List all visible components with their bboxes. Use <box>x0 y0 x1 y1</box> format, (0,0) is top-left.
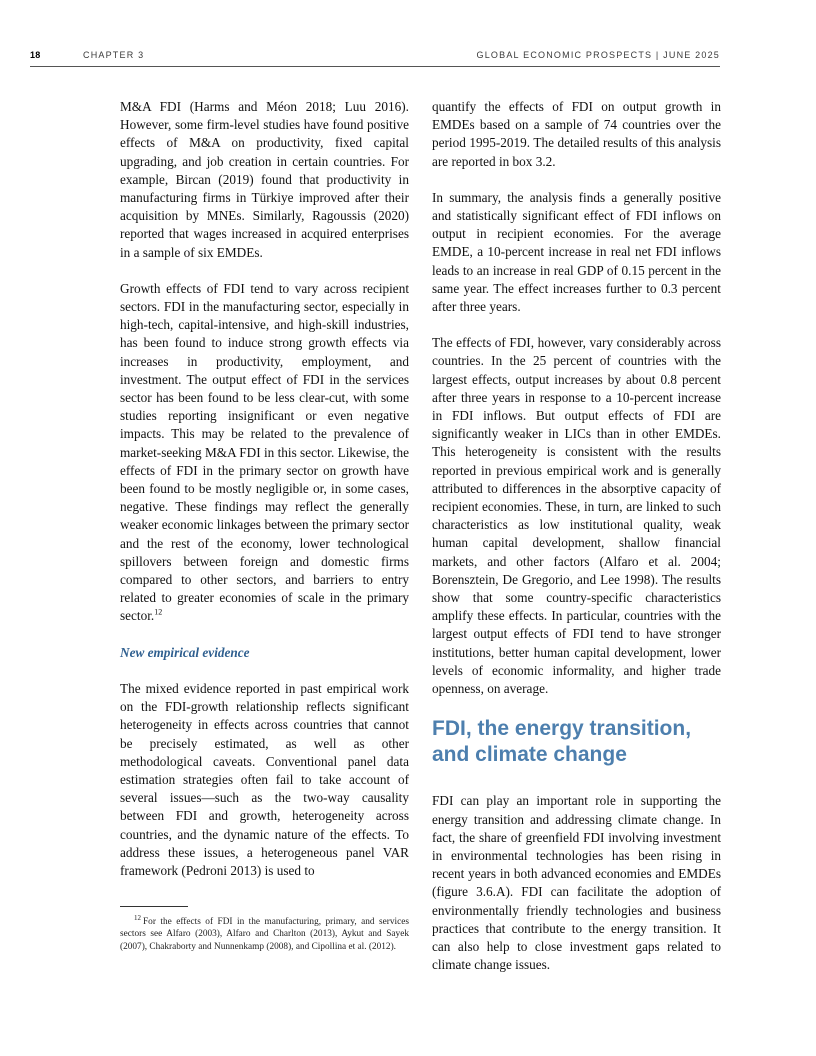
paragraph: M&A FDI (Harms and Méon 2018; Luu 2016). However, some firm-level studies have found positive effects of M&A on productivity, fixed capital upgrading, and job creation in certain countries. For example, Bircan (2019) found that productivity in manufacturing firms in Türkiye improved after their acquisition by MNEs. Similarly, Ragoussis (2020) reported that wages increased in acquired enterprises in a sample of six EMDEs. <box>120 99 409 260</box>
chapter-label: CHAPTER 3 <box>83 50 145 60</box>
page-number: 18 <box>30 50 41 60</box>
footnote-rule <box>120 906 188 907</box>
footnote-text: For the effects of FDI in the manufacturing, primary, and services sectors see Alfaro (2003), Alfaro and Charlton (2013), Aykut and Sayek (2007), Chakraborty and Nunnenkamp (2008), and Cipollina et al. (2012). <box>120 917 409 952</box>
footnote-number: 12 <box>134 913 141 922</box>
paragraph: quantify the effects of FDI on output growth in EMDEs based on a sample of 74 countries over the period 1995-2019. The detailed results of this analysis are reported in box 3.2. <box>432 99 721 169</box>
paragraph-text: Growth effects of FDI tend to vary across recipient sectors. FDI in the manufacturing sector, especially in high-tech, capital-intensive, and high-skill industries, has been found to induce strong growth effects via increases in productivity, employment, and investment. The output effect of FDI in the services sector has been found to be less clear-cut, with some studies reporting insignificant or even negative impacts. This may be related to the prevalence of market-seeking M&A FDI in this sector. Likewise, the effects of FDI in the primary sector on growth have been found to be mostly negligible or, in some cases, negative. These findings may reflect the generally weaker economic linkages between the primary sector and the rest of the economy, lower technological spillovers between foreign and domestic firms compared to other sectors, and barriers to entry related to greater economies of scale in the primary sector. <box>120 280 409 624</box>
paragraph-with-footnote <box>120 280 409 626</box>
right-column <box>432 98 721 974</box>
footnote-body <box>120 913 409 953</box>
footnote-ref[interactable]: 12 <box>154 608 163 618</box>
footnote <box>120 913 409 953</box>
paragraph: FDI can play an important role in supporting the energy transition and addressing climate change. In fact, the share of greenfield FDI involving investment in environmental technologies has been rising in recent years in both advanced economies and EMDEs (figure 3.6.A). FDI can facilitate the adoption of environmentally friendly technologies and business practices that contribute to the energy transition. It can also help to close investment gaps related to climate change issues. <box>432 793 721 973</box>
section-heading: FDI, the energy transition, and climate change <box>432 717 692 767</box>
paragraph: The effects of FDI, however, vary considerably across countries. In the 25 percent of countries with the largest effects, output increases by about 0.8 percent after three years in response to a 10-percent increase in FDI inflows. But output effects of FDI are significantly weaker in LICs than in other EMDEs. This heterogeneity is consistent with the results reported in previous empirical work and is generally attributed to differences in the absorptive capacity of recipient economies. These, in turn, are linked to such characteristics as low institutional quality, weak human capital development, shallow financial markets, and other factors (Alfaro et al. 2004; Borensztein, De Gregorio, and Lee 1998). The results show that some country-specific characteristics amplify these effects. In particular, countries with the largest output effects of FDI tend to have stronger institutions, better human capital development, lower levels of economic informality, and higher trade openness, on average. <box>432 335 721 697</box>
paragraph: In summary, the analysis finds a generally positive and statistically significant effect of FDI inflows on output in recipient economies. For the average EMDE, a 10-percent increase in real net FDI inflows leads to an increase in real GDP of 0.15 percent in the same year. The effect increases further to 0.3 percent after three years. <box>432 189 721 315</box>
paragraph: The mixed evidence reported in past empirical work on the FDI-growth relationship reflects significant heterogeneity in effects across countries that cannot be precisely estimated, as well as other methodological caveats. Conventional panel data estimation strategies often fail to take account of several issues—such as the two-way causality between FDI and growth, heterogeneity across countries, and the dynamic nature of the effects. To address these issues, a heterogeneous panel VAR framework (Pedroni 2013) is used to <box>120 680 409 878</box>
header-rule <box>30 66 720 67</box>
subheading: New empirical evidence <box>120 644 250 660</box>
left-column <box>120 98 409 880</box>
running-title: GLOBAL ECONOMIC PROSPECTS | JUNE 2025 <box>476 50 720 60</box>
running-header <box>30 50 720 64</box>
